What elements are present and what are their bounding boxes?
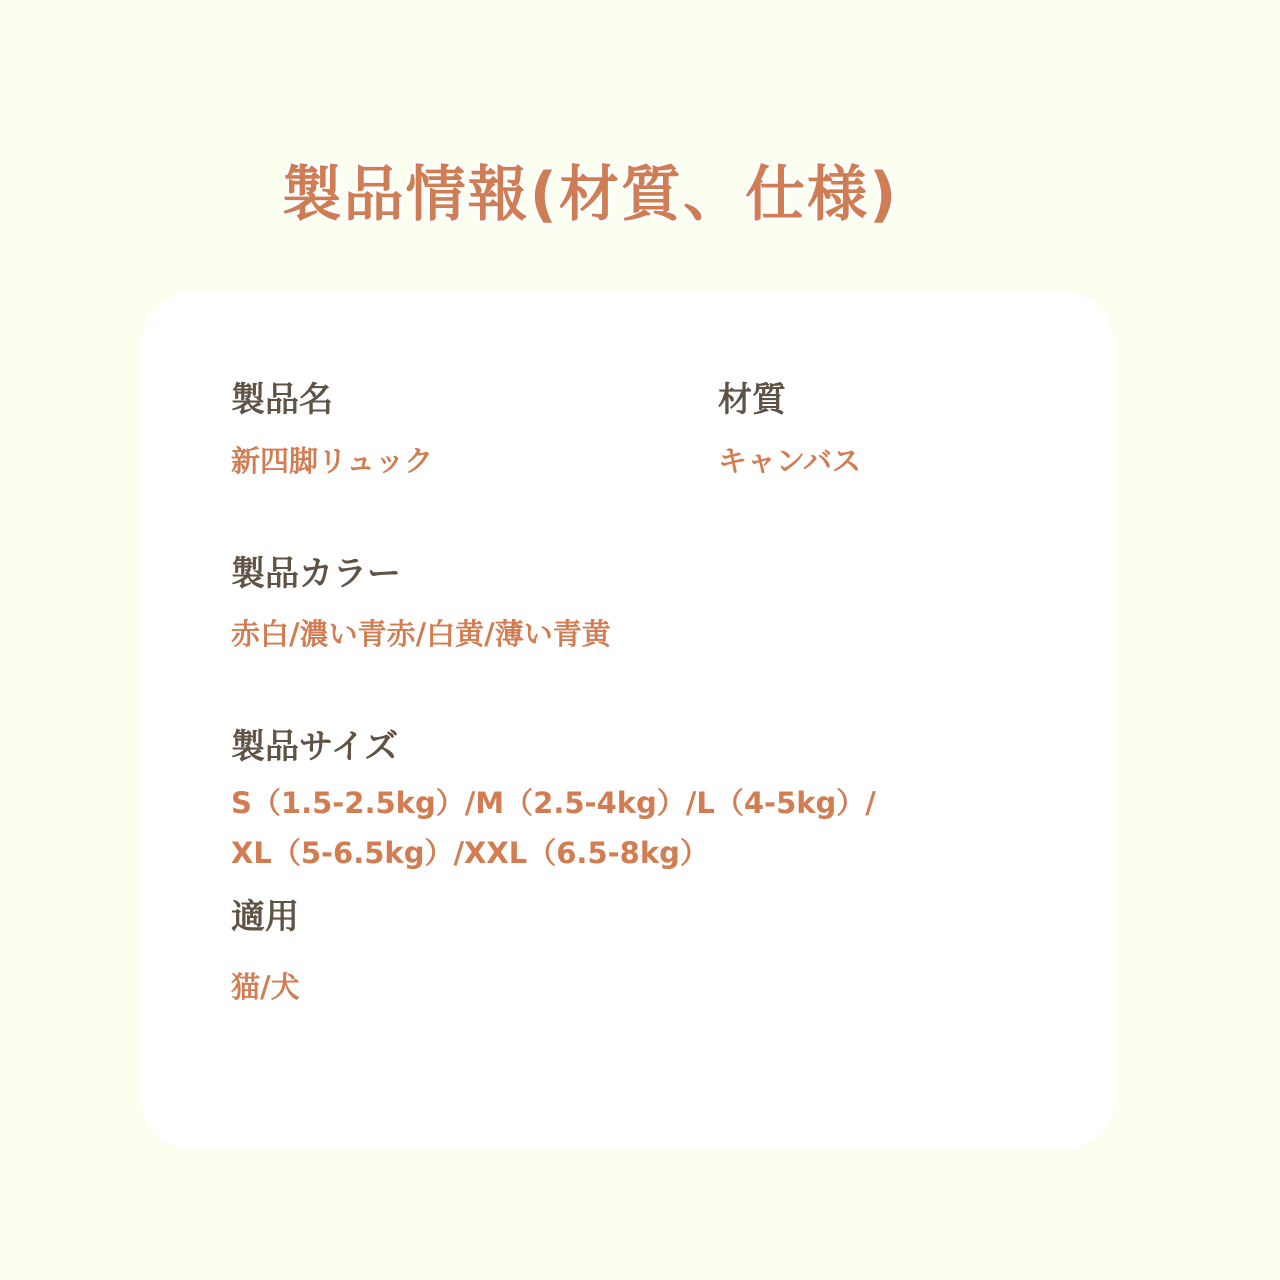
product-name-value: 新四脚リュック — [231, 444, 434, 478]
material-label: 材質 — [718, 380, 786, 420]
product-size-value-line2: XL（5-6.5kg）/XXL（6.5-8kg） — [231, 836, 709, 870]
material-value: キャンバス — [718, 444, 861, 478]
usage-value: 猫/犬 — [231, 970, 300, 1004]
usage-label: 適用 — [231, 897, 299, 937]
product-info-card — [141, 292, 1115, 1150]
product-size-label: 製品サイズ — [231, 727, 399, 767]
product-color-label: 製品カラー — [231, 554, 401, 594]
product-color-value: 赤白/濃い青赤/白黄/薄い青黄 — [231, 617, 611, 651]
product-name-label: 製品名 — [231, 380, 333, 420]
product-size-value-line1: S（1.5-2.5kg）/M（2.5-4kg）/L（4-5kg）/ — [231, 786, 876, 820]
page-title: 製品情報(材質、仕様) — [281, 160, 899, 230]
